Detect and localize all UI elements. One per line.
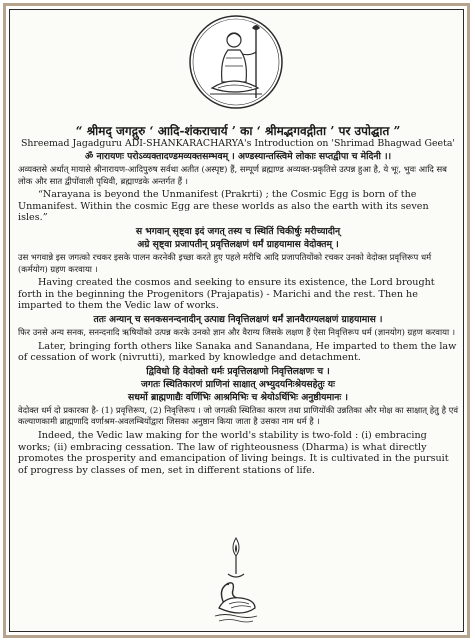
sanskrit-verse-2b: अग्रे सृष्ट्वा प्रजापतीन् प्रवृत्तिलक्षणं धर्मं ग्राहयामास वेदोक्तम् । [137,238,339,250]
document-body [18,126,458,478]
english-translation-1: “Narayana is beyond the Unmanifest (Prakrti) ; the Cosmic Egg is born of the Unmanifest. Within the cosmic Egg are these worlds as also the earth with its seven isles.” [18,189,429,224]
document-title-hindi: “ श्रीमद् जगद्गुरु ‘ आदि-शंकराचार्य ’ का ‘ श्रीमद्भगवद्गीता ’ पर उपोद्घात ” [75,124,401,138]
sanskrit-verse-1: ॐ नारायणः परोऽव्यक्तादण्डमव्यक्तसम्भवम् । अण्डस्यान्तस्त्विमे लोकाः सप्तद्वीपा च मेदिनी ।। [84,151,392,162]
swan-lamp-emblem [211,534,261,626]
seated-sage-emblem [186,12,286,112]
hindi-translation-1: अव्यक्तसे अर्थात् मायासे श्रीनारायण-आदिपुरुष सर्वथा अतीत (अस्पृष्ट) हैं, सम्पूर्ण ब्रह्माण्ड अव्यक्त-प्रकृतिसे उत्पन्न हुआ है, ये भूः, भुवः आदि सब लोक और सात द्वीपोंवाली पृथिवी, ब्रह्माण्डके अन्तर्गत हैं । [18,164,447,186]
sanskrit-verse-2a: स भगवान् सृष्ट्वा इदं जगत् तस्य च स्थितिं चिकीर्षुः मरीच्यादीन् [135,225,341,237]
hindi-translation-2: उस भगवान्ने इस जगत्को रचकर इसके पालन करनेकी इच्छा करते हुए पहले मरीचि आदि प्रजापतियोंको रचकर उनको वेदोक्त प्रवृत्तिरूप धर्म (कर्मयोग) ग्रहण करवाया । [18,251,432,274]
sanskrit-verse-4c: सधर्मो ब्राह्मणाद्यैः वर्णिभिः आश्रमिभिः च श्रेयोऽर्थिभिः अनुष्ठीयमानः । [128,391,348,403]
hindi-translation-3: फिर उनसे अन्य सनक, सनन्दनादि ऋषियोंको उत्पन्न करके उनको ज्ञान और वैराग्य जिसके लक्षण हैं ऐसा निवृत्तिरूप धर्म (ज्ञानयोग) ग्रहण करवाया । [18,326,455,337]
english-translation-2: Having created the cosmos and seeking to ensure its existence, the Lord brought forth in the beginning the Progenitors (Prajapatis) - Marichi and the rest. Then he imparted to them the Vedic law of works. [18,277,435,312]
sanskrit-verse-4a: द्विविधो हि वेदोक्तो धर्मः प्रवृत्तिलक्षणो निवृत्तिलक्षणः च । [146,365,330,377]
document-subtitle-english: Shreemad Jagadguru ADI-SHANKARACHARYA's Introduction on 'Shrimad Bhagwad Geeta' [20,138,456,149]
english-translation-4: Indeed, the Vedic law making for the world's stability is two-fold : (i) embracing works; (ii) embracing cessation. The law of righteousness (Dharma) is what directly promotes the prosperity and emancipation of living beings. It is cultivated in the pursuit of progress by classes of men, set in different stations of life. [18,429,449,476]
sanskrit-verse-3: ततः अन्यान् च सनकसनन्दनादीन् उत्पाद्य निवृत्तिलक्षणं धर्मं ज्ञानवैराग्यलक्षणं ग्राहयामास । [93,313,383,325]
hindi-translation-4: वेदोक्त धर्म दो प्रकारका है- (1) प्रवृत्तिरूप, (2) निवृत्तिरूप । जो जगत्की स्थितिका कारण तथा प्राणियोंकी उन्नतिका और मोक्ष का साक्षात् हेतु है एवं कल्याणकामी ब्राह्मणादि वर्णाश्रम-अवलम्बियोंद्वारा जिसका अनुष्ठान किया जाता है उसका नाम धर्म है । [18,404,459,427]
sanskrit-verse-4b: जगतः स्थितिकारणं प्राणिनां साक्षात् अभ्युदयनिःश्रेयसहेतुः यः [141,378,335,390]
english-translation-3: Later, bringing forth others like Sanaka and Sanandana, He imparted to them the law of cessation of work (nivrutti), marked by knowledge and detachment. [18,340,457,364]
